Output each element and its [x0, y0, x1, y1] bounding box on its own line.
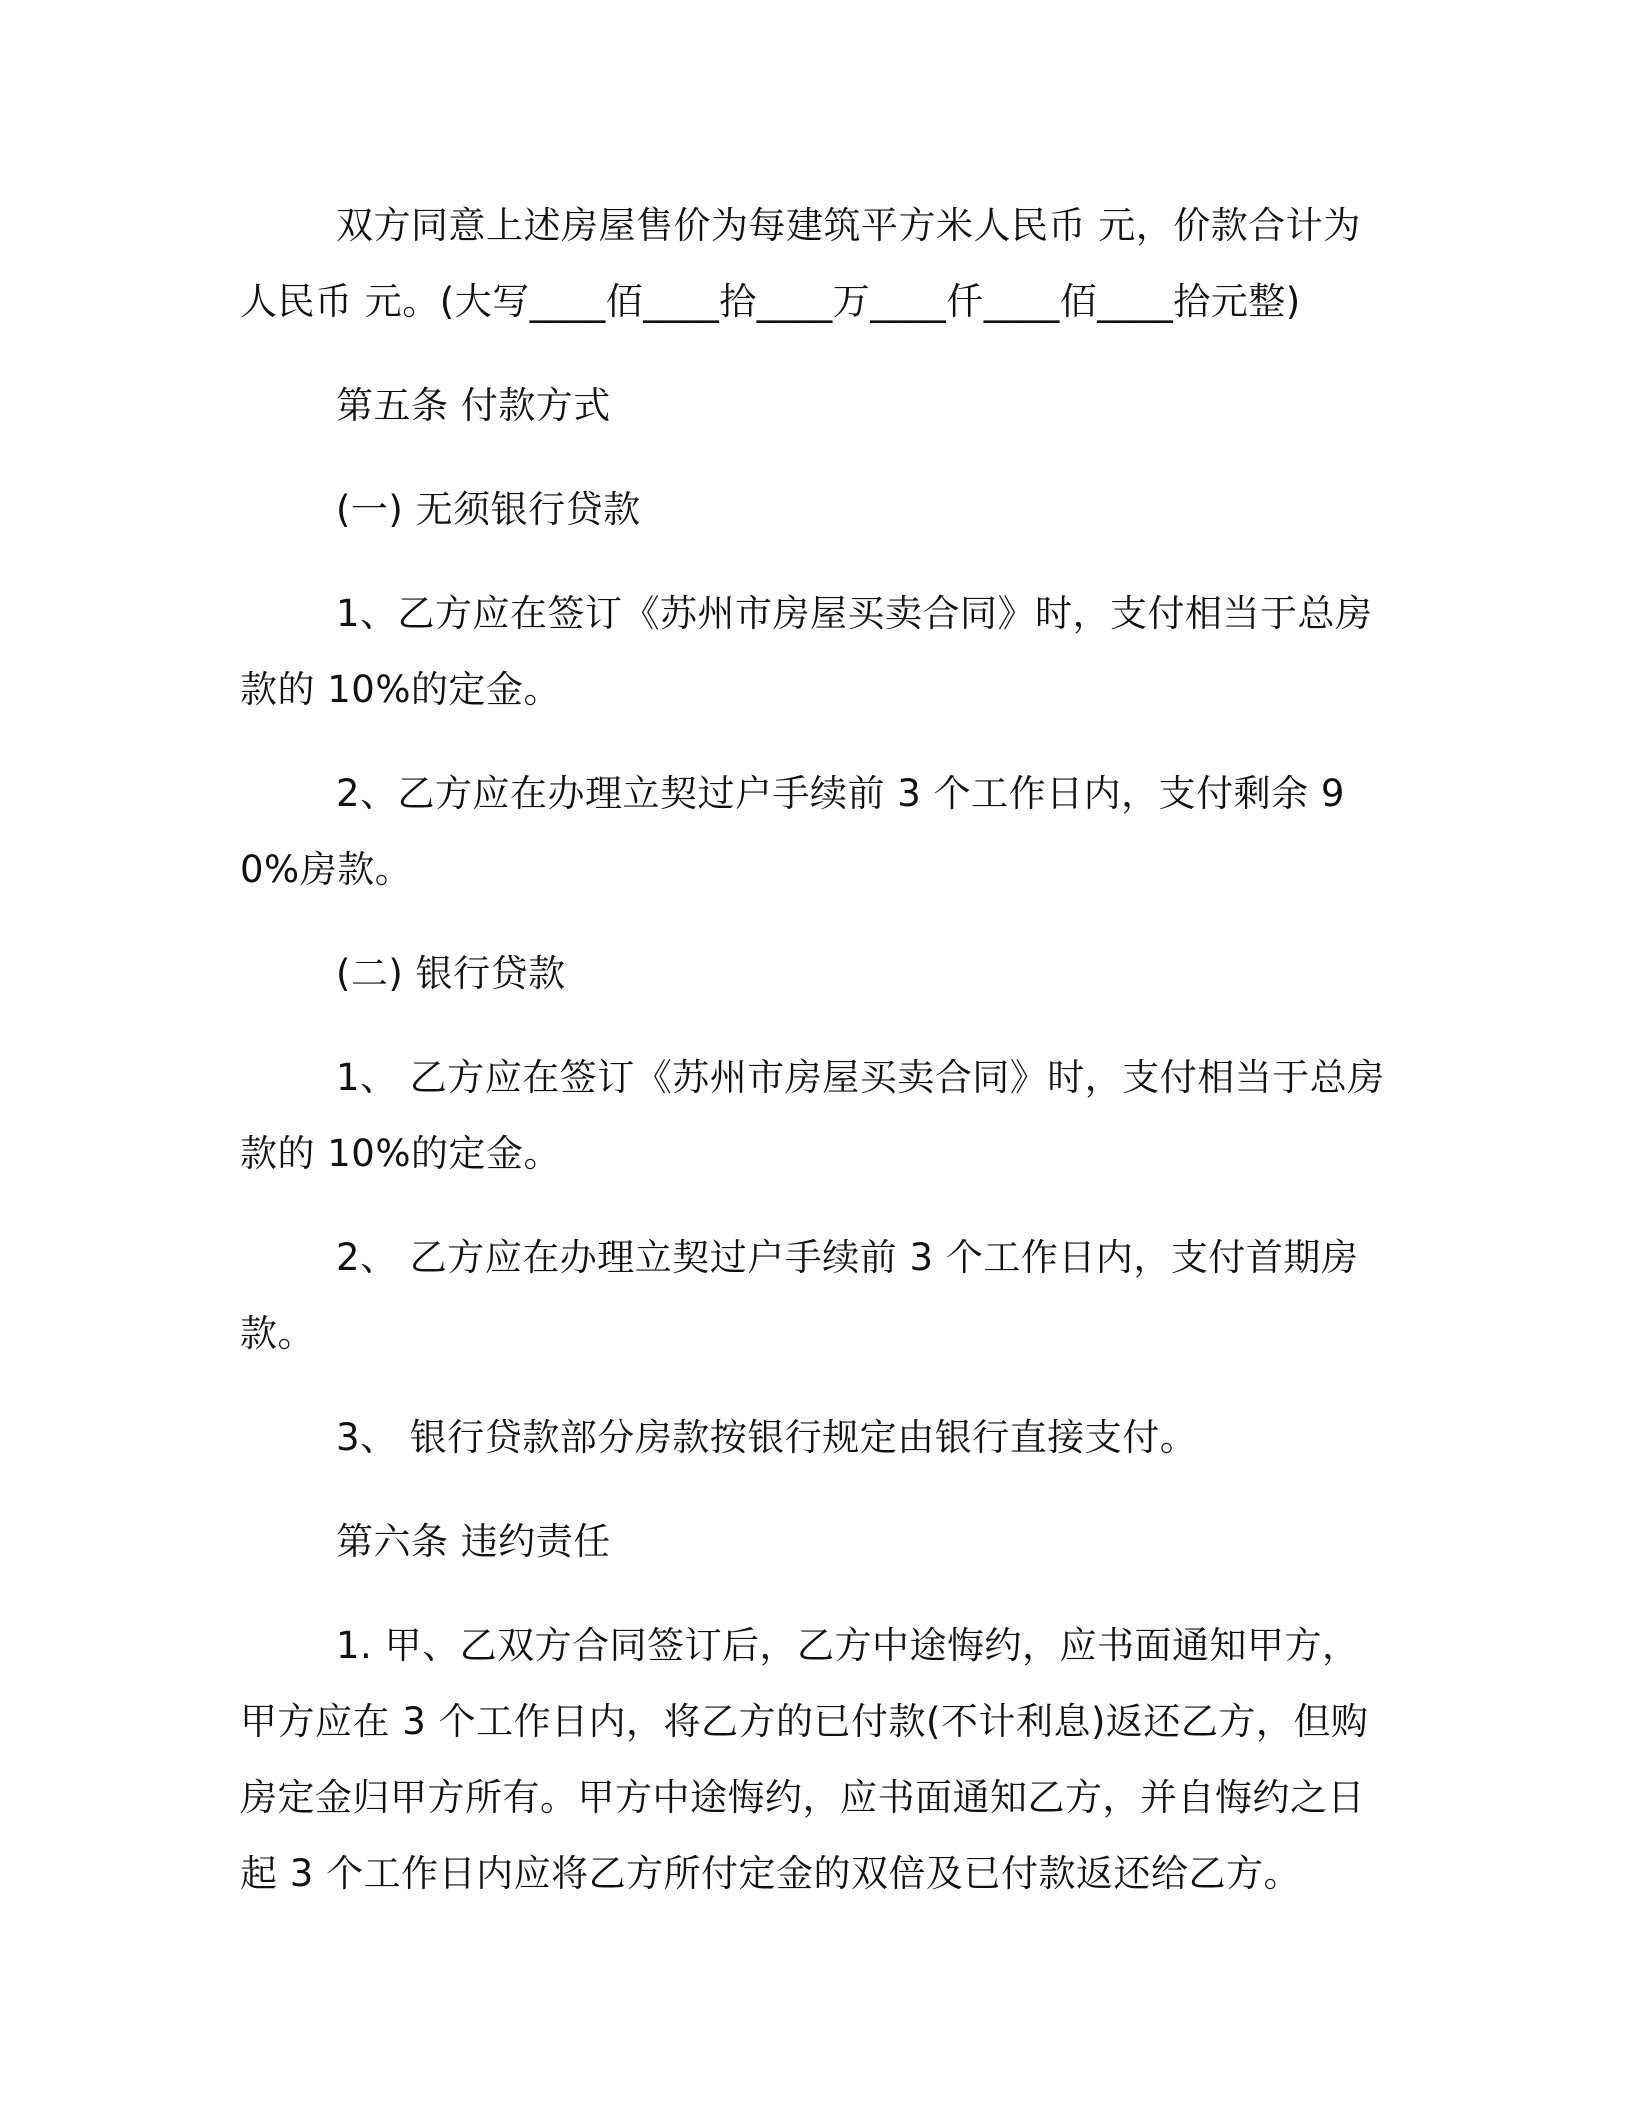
document-body: [240, 188, 1390, 1912]
article-6-heading: 第六条 违约责任: [336, 1520, 611, 1563]
breach-clause-1: 1. 甲、乙双方合同签订后，乙方中途悔约，应书面通知甲方，甲方应在 3 个工作日内，将乙方的已付款(不计利息)返还乙方，但购房定金归甲方所有。甲方中途悔约，应书面通知乙方，并自悔约之日起 3 个工作日内应将乙方所付定金的双倍及已付款返还给乙方。: [240, 1624, 1369, 1895]
no-loan-item-2: 2、乙方应在办理立契过户手续前 3 个工作日内，支付剩余 90%房款。: [240, 772, 1345, 891]
bank-loan-item-1: 1、 乙方应在签订《苏州市房屋买卖合同》时，支付相当于总房款的 10%的定金。: [240, 1056, 1385, 1175]
bank-loan-heading: (二) 银行贷款: [336, 952, 566, 995]
bank-loan-item-3: 3、 银行贷款部分房款按银行规定由银行直接支付。: [336, 1416, 1198, 1459]
no-loan-heading: (一) 无须银行贷款: [336, 488, 641, 531]
bank-loan-item-2: 2、 乙方应在办理立契过户手续前 3 个工作日内，支付首期房款。: [240, 1236, 1359, 1355]
price-clause: 双方同意上述房屋售价为每建筑平方米人民币 元，价款合计为人民币 元。(大写____佰____拾____万____仟____佰____拾元整): [240, 204, 1361, 323]
no-loan-item-1: 1、乙方应在签订《苏州市房屋买卖合同》时，支付相当于总房款的 10%的定金。: [240, 592, 1373, 711]
article-5-heading: 第五条 付款方式: [336, 384, 611, 427]
